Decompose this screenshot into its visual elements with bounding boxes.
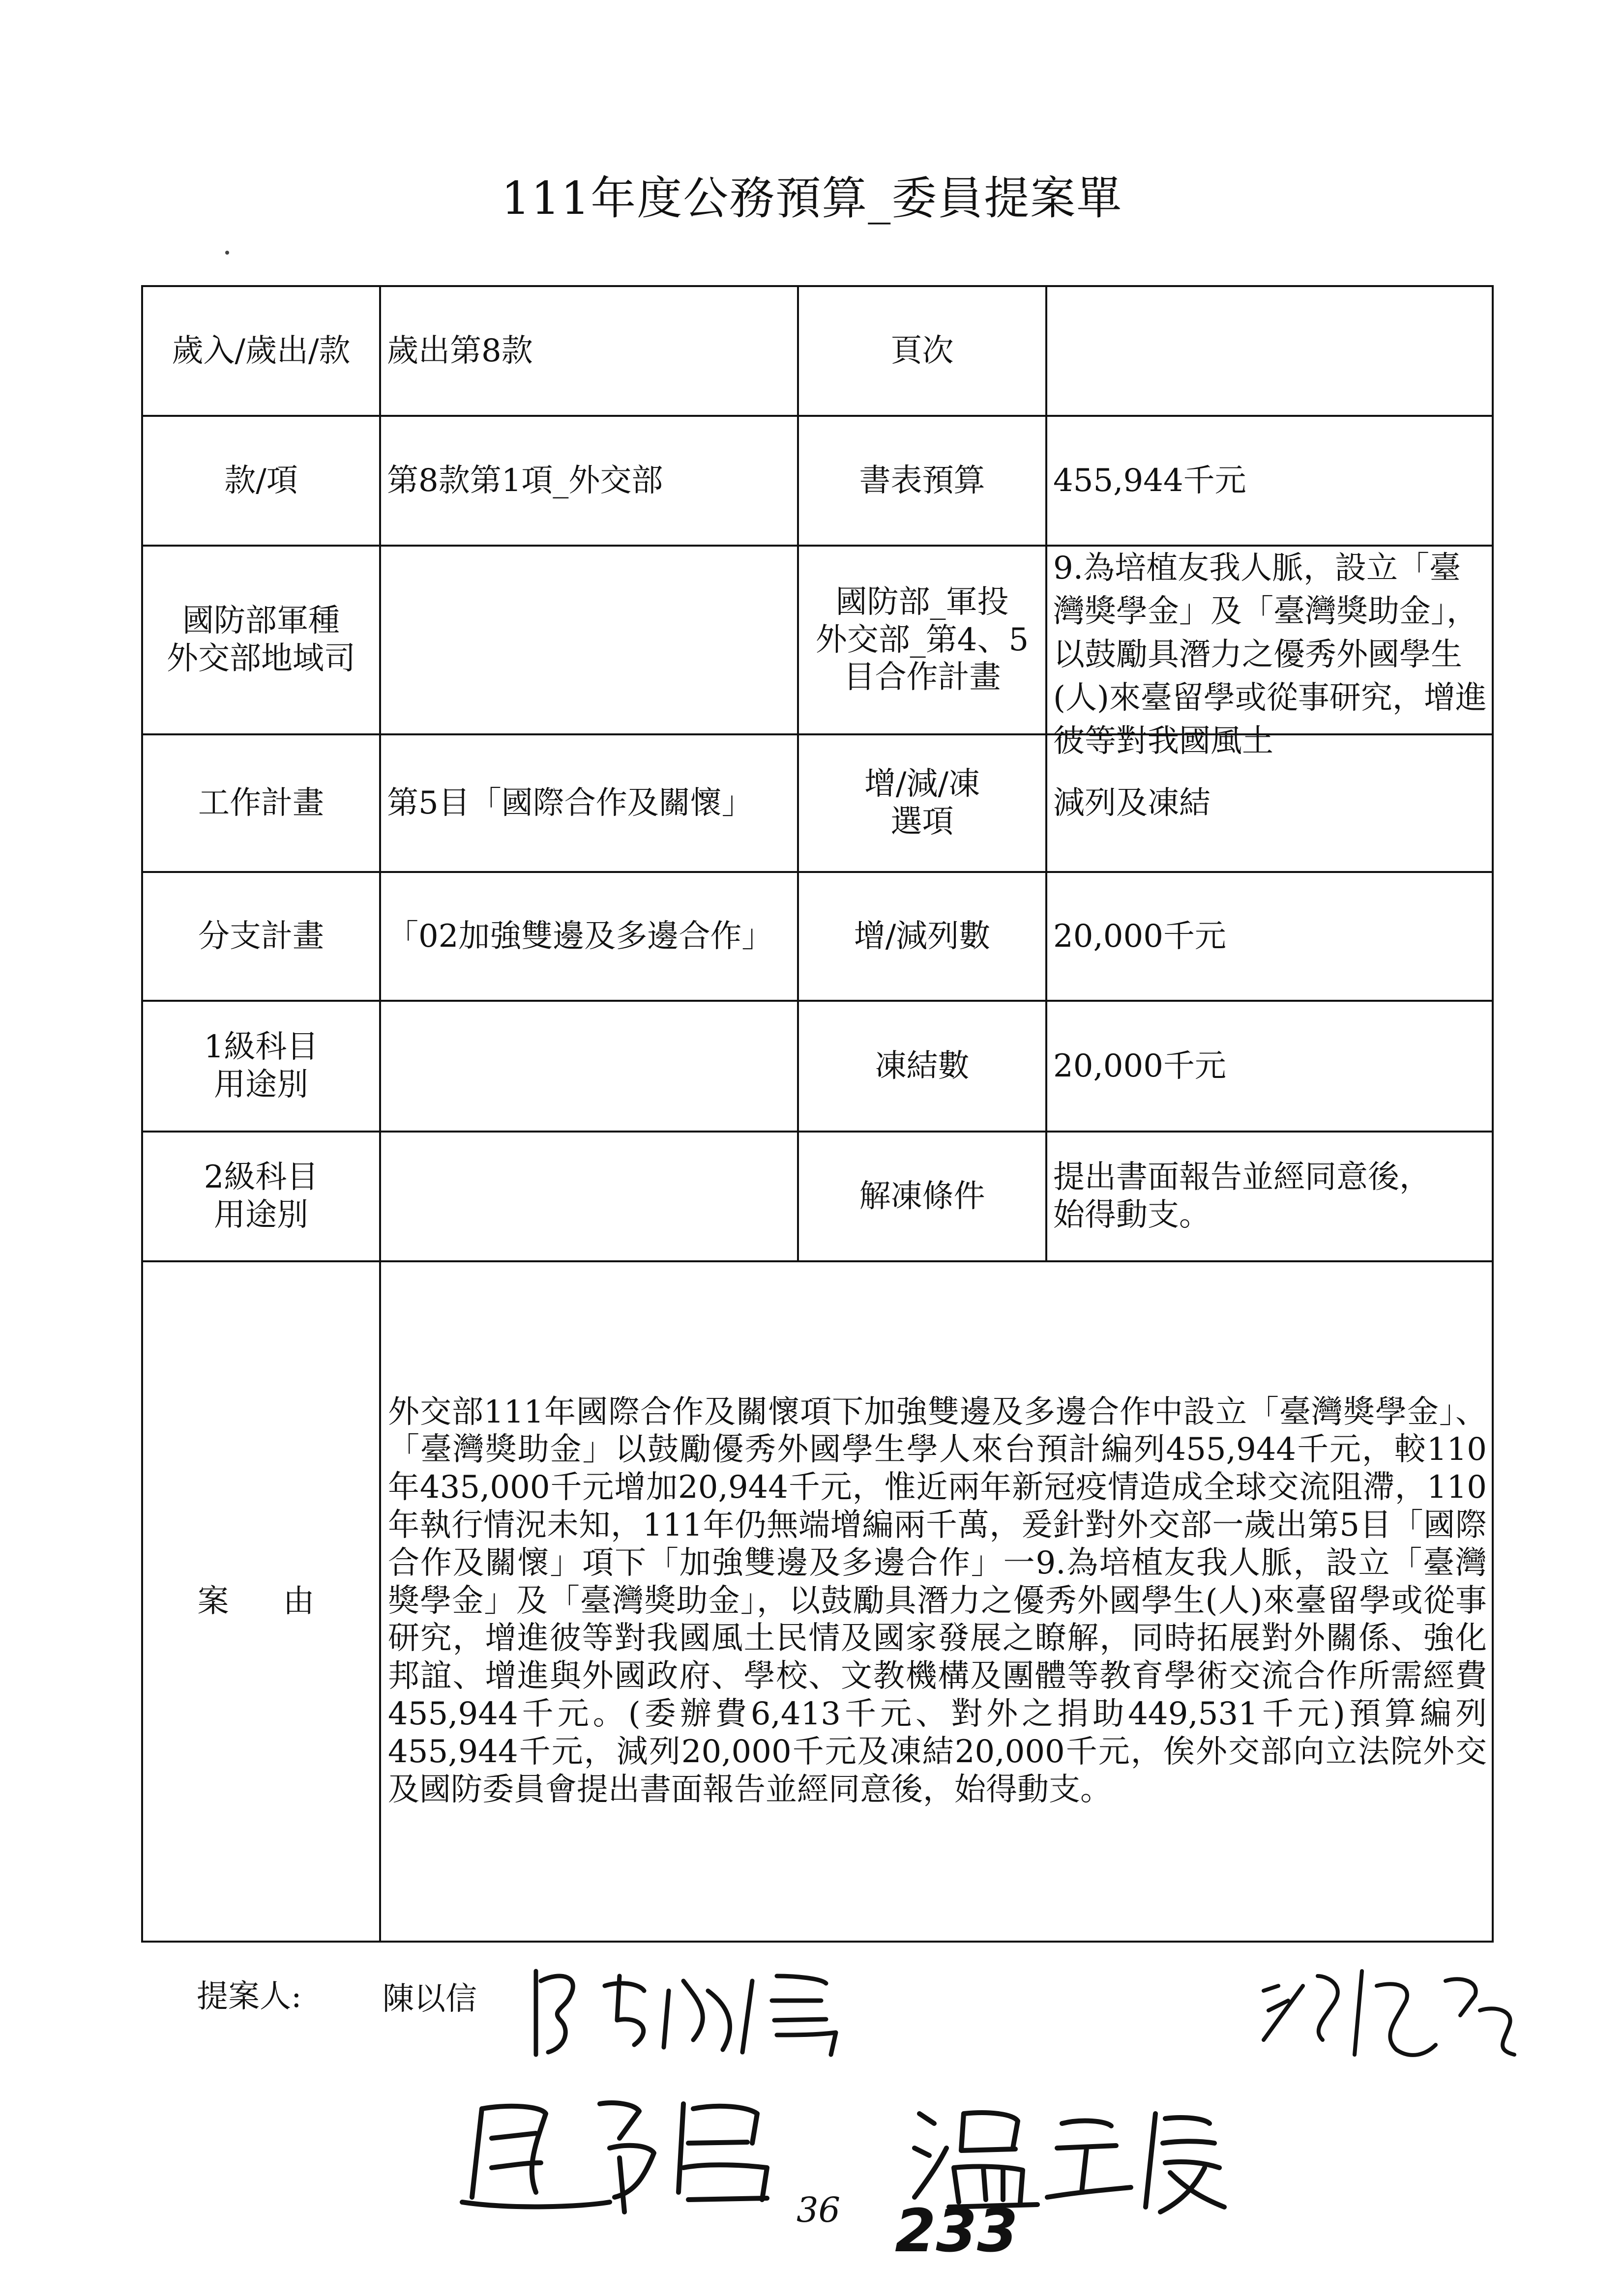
document-title: 111年度公務預算_委員提案單 [501, 172, 1123, 225]
signature-chen [521, 1961, 875, 2060]
field-label: 增/減列數 [798, 872, 1046, 1001]
field-label: 凍結數 [798, 1001, 1046, 1132]
field-value [1046, 286, 1493, 416]
field-label: 書表預算 [798, 416, 1046, 546]
proposer-name: 陳以信 [383, 1981, 477, 2017]
field-value: 第5目「國際合作及關懷」 [380, 734, 798, 872]
table-row-case [142, 1261, 1493, 1942]
proposer-label: 提案人: [197, 1978, 302, 2015]
field-label: 2級科目 用途別 [142, 1132, 380, 1261]
signature-ma [452, 2084, 797, 2222]
field-value: 「02加強雙邊及多邊合作」 [380, 872, 798, 1001]
field-label: 分支計畫 [142, 872, 380, 1001]
table-row [142, 1001, 1493, 1132]
table-row [142, 1132, 1493, 1261]
table-row [142, 286, 1493, 416]
field-value: 20,000千元 [1046, 1001, 1493, 1132]
field-label: 款/項 [142, 416, 380, 546]
field-label: 解凍條件 [798, 1132, 1046, 1261]
field-value: 20,000千元 [1046, 872, 1493, 1001]
overflowing-text: 9.為培植友我人脈，設立「臺灣獎學金」及「臺灣獎助金」，以鼓勵具潛力之優秀外國學生(人)來臺留學或從事研究，增進彼等對我國風土 [1053, 550, 1487, 759]
field-label: 國防部_軍投 外交部_第4、5 目合作計畫 [798, 546, 1046, 734]
page-number-printed: 36 [797, 2190, 841, 2230]
field-value: 第8款第1項_外交部 [380, 416, 798, 546]
field-value-clipped [1046, 546, 1493, 759]
field-value: 455,944千元 [1046, 416, 1493, 546]
signature-jiang [1249, 1956, 1544, 2069]
field-value: 減列及凍結 [1046, 734, 1493, 872]
table-row [142, 416, 1493, 546]
table-row [142, 546, 1493, 734]
case-label: 案由 [142, 1261, 380, 1942]
field-label: 歲入/歲出/款 [142, 286, 380, 416]
field-value [380, 546, 798, 734]
page-number-handwritten: 233 [895, 2197, 1018, 2266]
field-label: 工作計畫 [142, 734, 380, 872]
field-value: 提出書面報告並經同意後， 始得動支。 [1046, 1132, 1493, 1261]
table-row [142, 872, 1493, 1001]
stray-mark [225, 251, 229, 255]
field-label: 國防部軍種 外交部地域司 [142, 546, 380, 734]
table-row [142, 734, 1493, 872]
case-text: 外交部111年國際合作及關懷項下加強雙邊及多邊合作中設立「臺灣獎學金」、「臺灣獎助金」以鼓勵優秀外國學生學人來台預計編列455,944千元，較110年435,000千元增加20,944千元，惟近兩年新冠疫情造成全球交流阻滯，110年執行情況未知，111年仍無端增編兩千萬，爰針對外交部一歲出第5目「國際合作及關懷」項下「加強雙邊及多邊合作」一9.為培植友我人脈，設立「臺灣獎學金」及「臺灣獎助金」，以鼓勵具潛力之優秀外國學生(人)來臺留學或從事研究，增進彼等對我國風土民情及國家發展之瞭解，同時拓展對外關係、強化邦誼、增進與外國政府、學校、文教機構及團體等教育學術交流合作所需經費455,944千元。(委辦費6,413千元、對外之捐助449,531千元)預算編列455,944千元，減列20,000千元及凍結20,000千元，俟外交部向立法院外交及國防委員會提出書面報告並經同意後，始得動支。 [380, 1261, 1493, 1942]
field-value [380, 1132, 798, 1261]
proposal-form-table [141, 285, 1494, 1943]
field-value: 歲出第8款 [380, 286, 798, 416]
field-label: 頁次 [798, 286, 1046, 416]
field-value [380, 1001, 798, 1132]
field-label: 1級科目 用途別 [142, 1001, 380, 1132]
field-label: 增/減/凍 選項 [798, 734, 1046, 872]
